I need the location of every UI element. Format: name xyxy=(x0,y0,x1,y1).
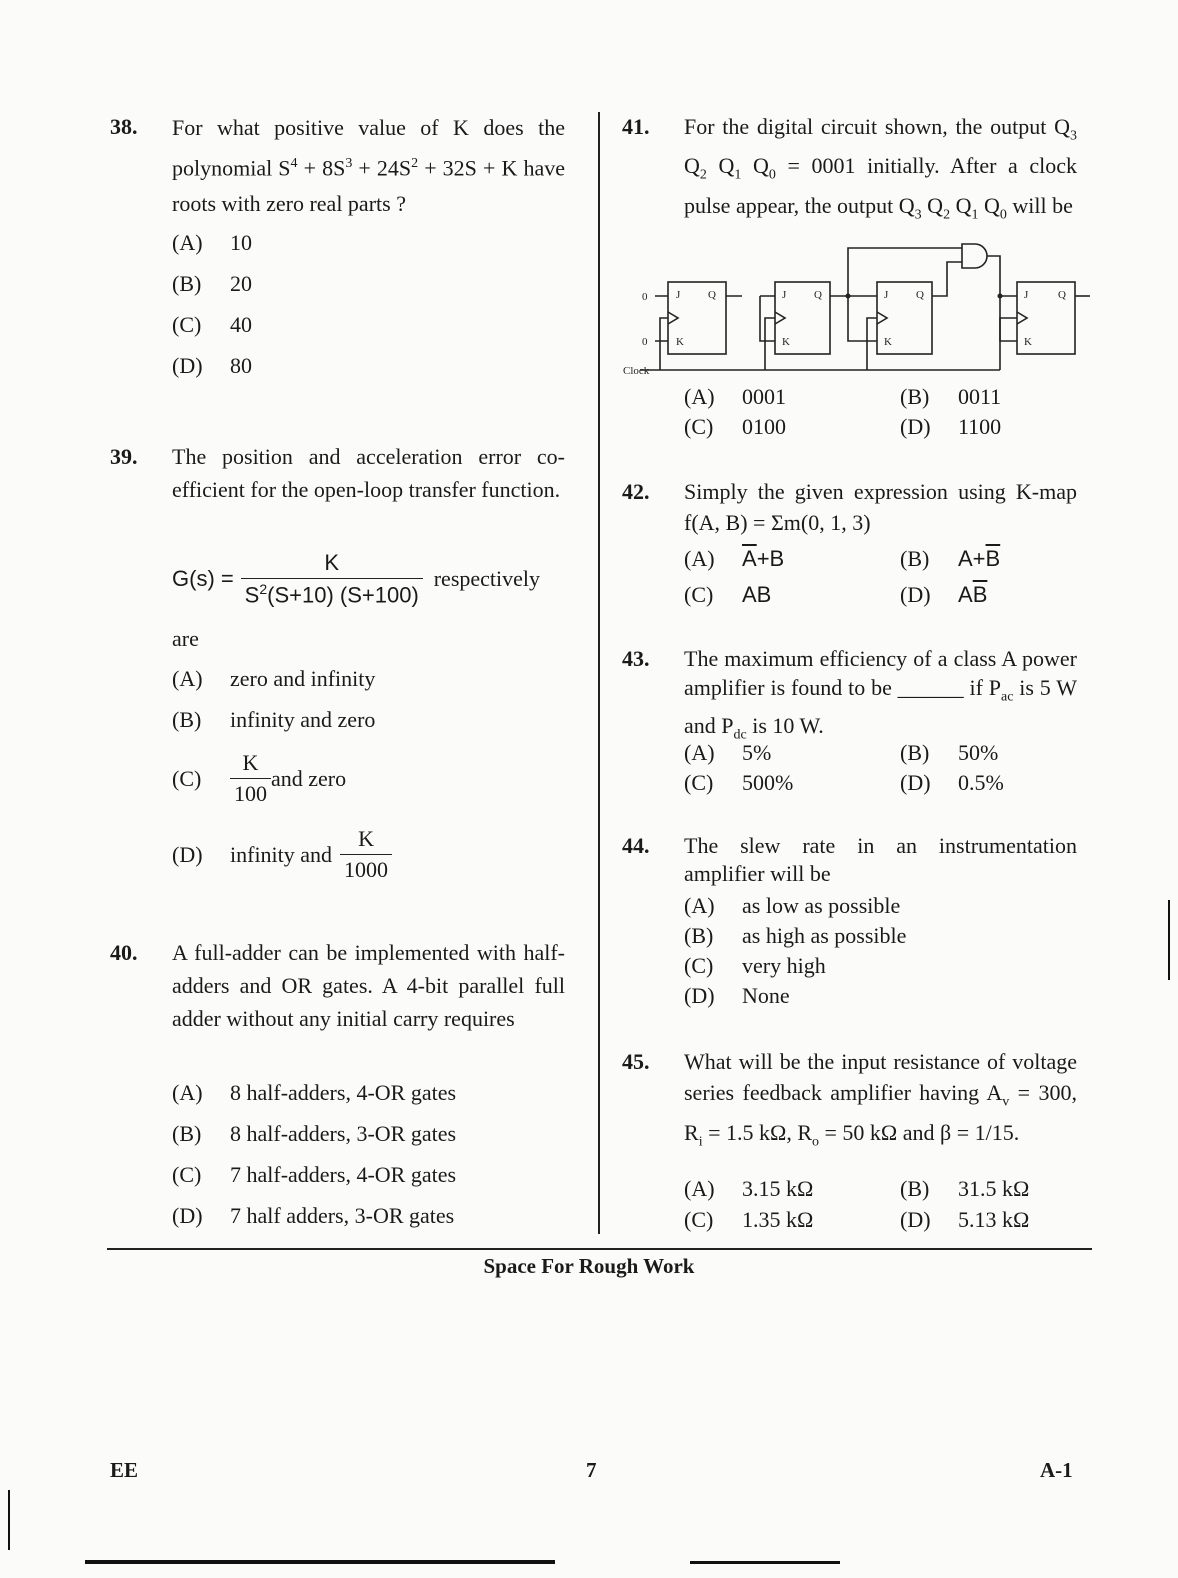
question-number: 42. xyxy=(622,479,650,504)
q43-option-a[interactable]: (A) 5% xyxy=(684,740,772,765)
svg-text:K: K xyxy=(1024,336,1032,348)
scan-edge-bar xyxy=(85,1560,555,1564)
scan-edge-mark xyxy=(1168,900,1170,980)
q44-option-b[interactable]: (B) as high as possible xyxy=(684,923,907,948)
question-number: 40. xyxy=(110,940,138,965)
q42-option-d[interactable]: (D) $A\overline{B}$ xyxy=(900,582,988,607)
question-number: 45. xyxy=(622,1049,650,1074)
q44-option-d[interactable]: (D) None xyxy=(684,983,790,1008)
svg-text:Q: Q xyxy=(814,289,822,301)
svg-text:K: K xyxy=(782,336,790,348)
q44-option-a[interactable]: (A) as low as possible xyxy=(684,893,901,918)
q41-option-a[interactable]: (A) 0001 xyxy=(684,384,786,409)
q38-option-d[interactable]: (D) 80 xyxy=(172,353,252,378)
question-number: 41. xyxy=(622,114,650,139)
question-text: The position and acceleration error co-efficient for the open-loop transfer function. xyxy=(172,444,565,502)
scan-edge-mark xyxy=(8,1490,10,1550)
question-text: What will be the input resistance of voltage series feedback amplifier having $A_v = 300$, $R_i = 1.5$ kΩ, $R_o = 50$ kΩ and β = 1/15. xyxy=(684,1049,1077,1150)
svg-text:J: J xyxy=(884,289,889,301)
scan-edge-bar xyxy=(690,1561,840,1564)
transfer-function: G(s) = $\frac{K}{S^2(S+10) (S+100)}$ respectively xyxy=(172,550,541,608)
q40-option-d[interactable]: (D) 7 half adders, 3-OR gates xyxy=(172,1203,455,1228)
question-number: 44. xyxy=(622,833,650,858)
q40-option-c[interactable]: (C) 7 half-adders, 4-OR gates xyxy=(172,1162,457,1187)
svg-text:K: K xyxy=(676,336,684,348)
clock-label: Clock xyxy=(623,365,650,377)
q42-option-c[interactable]: (C) AB xyxy=(684,582,772,607)
question-number: 38. xyxy=(110,114,138,139)
svg-text:Q: Q xyxy=(916,289,924,301)
question-text: For what positive value of K does the polynomial $S^4 + 8S^3 + 24S^2 + 32S + K$ have roots with zero real parts ? xyxy=(172,115,565,217)
question-text: For the digital circuit shown, the output $Q_3$ $Q_2$ $Q_1$ $Q_0 = 0001$ initially. After a clock pulse appear, the output $Q_3$ $Q_2$ $Q_1$ $Q_0$ will be xyxy=(684,114,1078,223)
question-41 xyxy=(622,112,1077,230)
question-45 xyxy=(622,1046,1077,1158)
q38-option-a[interactable]: (A) 10 xyxy=(172,230,252,255)
q39-option-a[interactable]: (A) zero and infinity xyxy=(172,666,376,691)
question-text: The maximum efficiency of a class A power amplifier is found to be ______ if $P_{ac}$ is 5 W and $P_{dc}$ is 10 W. xyxy=(684,646,1077,743)
and-gate xyxy=(962,244,987,268)
q44-option-c[interactable]: (C) very high xyxy=(684,953,826,978)
question-number: 43. xyxy=(622,646,650,671)
question-text: Simply the given expression using K-map f(A, B) = Σm(0, 1, 3) xyxy=(684,479,1077,535)
q40-option-a[interactable]: (A) 8 half-adders, 4-OR gates xyxy=(172,1080,457,1105)
q42-option-a[interactable]: (A) $\overline{A}+B$ xyxy=(684,546,785,571)
rough-work-label: Space For Rough Work xyxy=(483,1254,695,1278)
q38-option-c[interactable]: (C) 40 xyxy=(172,312,252,337)
q39-are: are xyxy=(172,626,199,651)
q38-option-b[interactable]: (B) 20 xyxy=(172,271,252,296)
question-42 xyxy=(622,476,1077,538)
question-number: 39. xyxy=(110,444,138,469)
q40-option-b[interactable]: (B) 8 half-adders, 3-OR gates xyxy=(172,1121,457,1146)
q39-option-c[interactable]: (C) $\frac{K}{100}$ and zero xyxy=(172,750,347,806)
question-44 xyxy=(622,832,1077,888)
column-divider xyxy=(598,112,600,1234)
q43-option-c[interactable]: (C) 500% xyxy=(684,770,794,795)
q39-option-b[interactable]: (B) infinity and zero xyxy=(172,707,376,732)
q41-option-d[interactable]: (D) 1100 xyxy=(900,414,1002,439)
q45-option-b[interactable]: (B) 31.5 kΩ xyxy=(900,1176,1030,1201)
question-38 xyxy=(110,110,565,222)
svg-text:Q: Q xyxy=(1058,289,1066,301)
svg-text:K: K xyxy=(884,336,892,348)
q41-option-b[interactable]: (B) 0011 xyxy=(900,384,1002,409)
subject-code: EE xyxy=(110,1458,139,1482)
svg-text:J: J xyxy=(782,289,787,301)
footer-rule xyxy=(107,1248,1092,1250)
page-number: 7 xyxy=(586,1458,597,1482)
flip-flop-circuit-diagram xyxy=(622,238,1097,380)
question-text: The slew rate in an instrumentation amplifier will be xyxy=(684,833,1077,886)
q43-option-b[interactable]: (B) 50% xyxy=(900,740,999,765)
q43-option-d[interactable]: (D) 0.5% xyxy=(900,770,1004,795)
q45-option-a[interactable]: (A) 3.15 kΩ xyxy=(684,1176,814,1201)
q42-option-b[interactable]: (B) $A+\overline{B}$ xyxy=(900,546,1001,571)
input-0-label: 0 xyxy=(642,291,648,303)
q41-option-c[interactable]: (C) 0100 xyxy=(684,414,786,439)
input-1-label: 0 xyxy=(642,336,648,348)
question-39 xyxy=(110,440,565,506)
booklet-series: A-1 xyxy=(1040,1458,1073,1482)
svg-text:Q: Q xyxy=(708,289,716,301)
svg-text:J: J xyxy=(676,289,681,301)
q39-option-d[interactable]: (D) infinity and $\frac{K}{1000}$ xyxy=(172,826,392,883)
svg-text:J: J xyxy=(1024,289,1029,301)
q45-option-d[interactable]: (D) 5.13 kΩ xyxy=(900,1207,1030,1232)
question-40 xyxy=(110,936,565,1035)
question-43 xyxy=(622,644,1077,750)
q45-option-c[interactable]: (C) 1.35 kΩ xyxy=(684,1207,814,1232)
question-text: A full-adder can be implemented with half-adders and OR gates. A 4-bit parallel full adder without any initial carry requires xyxy=(172,940,565,1031)
